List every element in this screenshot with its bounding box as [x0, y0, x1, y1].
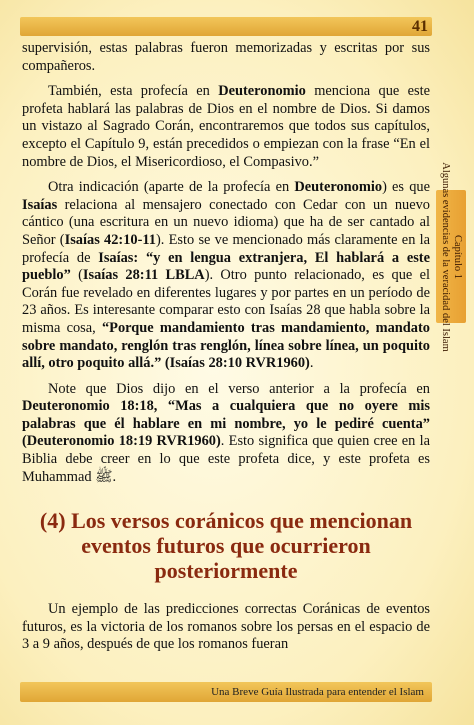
- bold-text: Isaías 28:11 LBLA: [82, 267, 205, 284]
- page-number: 41: [412, 18, 428, 35]
- chapter-label: Capítulo 1: [452, 234, 463, 279]
- text-run: Otra indicación (aparte de la profecía en: [48, 179, 295, 196]
- bold-text: “Porque mandamiento tras mandamiento, mandato sobre mandato, renglón tras renglón, línea sobre línea, un poquito allí, otro poquito allá.” (Isaías 28:10 RVR1960): [22, 319, 430, 372]
- chapter-title: Algunas evidencias de la veracidad del Islam: [440, 161, 451, 352]
- paragraph: [22, 40, 430, 75]
- chapter-side-tab: [436, 161, 466, 352]
- footer-text: Una Breve Guía Ilustrada para entender el Islam: [211, 686, 424, 698]
- section-heading: (4) Los versos coránicos que mencionan eventos futuros que ocurrieron posteriormente: [39, 508, 413, 584]
- paragraph: [22, 83, 430, 171]
- bold-text: Deuteronomio: [294, 179, 383, 196]
- text-run: (: [70, 267, 83, 284]
- text-run: ) es que: [382, 179, 430, 196]
- text-run: También, esta profecía en: [48, 83, 219, 100]
- text-run: relaciona al mensajero conectado con Cedar con un nuevo cántico (una escritura en un nuevo idioma) que ha de ser cantado al Señor (: [22, 196, 430, 248]
- paragraph: [22, 179, 430, 373]
- text-run: ). Otro punto relacionado, es que el Corán fue revelado en diferentes lugares y por partes en un período de 23 años. Es interesante comparar esto con Isaías 28 que habla sobre la misma cosa,: [22, 267, 430, 336]
- text-run: .: [309, 355, 314, 372]
- chapter-side-tab-text: [439, 162, 463, 352]
- footer-bar: [20, 682, 432, 702]
- text-run: supervisión, estas palabras fueron memorizadas y escritas por sus compañeros.: [22, 40, 430, 74]
- text-run: ). Esto se ve mencionado más claramente en la profecía de: [22, 231, 431, 266]
- text-run: Note que Dios dijo en el verso anterior a la profecía en: [48, 380, 430, 397]
- bold-text: Deuteronomio 18:18, “Mas a cualquiera que no oyere mis palabras que él hablare en mi nombre, yo le pediré cuenta” (Deuteronomio 18:19 RVR1960): [22, 398, 430, 450]
- bold-text: Isaías: “y en lengua extranjera, El hablará a este pueblo”: [22, 249, 430, 284]
- paragraph: [22, 601, 430, 654]
- header-bar: [20, 17, 432, 36]
- bold-text: Isaías: [22, 196, 58, 213]
- text-run: . Esto significa que quien cree en la Biblia debe creer en lo que este profeta dice, y este profeta es Muhammad ﷺ.: [22, 433, 430, 485]
- bold-text: Isaías 42:10-11: [64, 231, 156, 248]
- bold-text: Deuteronomio: [218, 83, 306, 100]
- text-run: Un ejemplo de las predicciones correctas Coránicas de eventos futuros, es la victoria de los romanos sobre los persas en el espacio de 3 a 9 años, después de que los romanos fueran: [22, 601, 430, 653]
- body-text: [22, 40, 430, 662]
- text-run: menciona que este profeta hablará las palabras de Dios en el nombre de Dios. Si damos un vistazo al Sagrado Corán, encontraremos que todos sus capítulos, excepto el Capítulo 9, están precedidos o empiezan con la frase “En el nombre de Dios, el Misericordioso, el Compasivo.”: [22, 83, 430, 170]
- paragraph: [22, 381, 430, 487]
